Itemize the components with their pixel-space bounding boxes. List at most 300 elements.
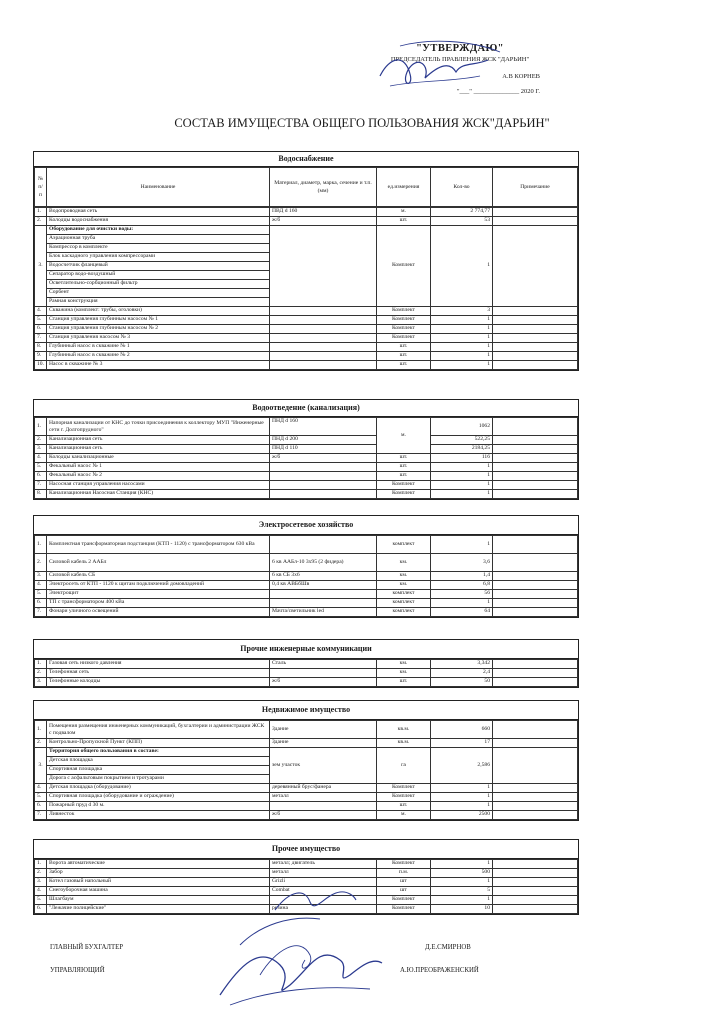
- table-row: [35, 361, 578, 370]
- row-unit: шт.: [377, 678, 431, 687]
- row-material: [270, 490, 377, 499]
- row-unit: м.: [377, 418, 431, 454]
- row-name: "Лежачие полицейские": [47, 905, 270, 914]
- row-unit: шт.: [377, 361, 431, 370]
- row-unit: км.: [377, 669, 431, 678]
- row-name: Помещения размещения инженерных коммуникаций, бухгалтерии и администрации ЖСК с подвалом: [47, 721, 270, 739]
- table-row: [35, 472, 578, 481]
- table-row: [35, 905, 578, 914]
- row-material: Grizli: [270, 878, 377, 887]
- row-qty: 3,342: [431, 660, 493, 669]
- row-unit: Комплект: [377, 481, 431, 490]
- row-name: Насос в скважине № 3: [47, 361, 270, 370]
- row-material: зем участок: [270, 748, 377, 784]
- table-row: [35, 811, 578, 820]
- row-num: 3.: [35, 678, 47, 687]
- row-unit: комплект: [377, 590, 431, 599]
- table-row: [35, 678, 578, 687]
- row-unit: Комплект: [377, 905, 431, 914]
- row-unit: кв.м.: [377, 721, 431, 739]
- row-num: 4.: [35, 784, 47, 793]
- row-note: [493, 581, 578, 590]
- approve-chair: ПРЕДСЕДАТЕЛЬ ПРАВЛЕНИЯ ЖСК "ДАРЬИН": [390, 55, 530, 63]
- row-num: 2.: [35, 217, 47, 226]
- row-unit: шт.: [377, 802, 431, 811]
- table-row: [35, 869, 578, 878]
- row-unit: шт.: [377, 472, 431, 481]
- row-qty: 64: [431, 608, 493, 617]
- row-qty: 1: [431, 793, 493, 802]
- section-realty: [33, 700, 579, 821]
- row-unit: шт.: [377, 352, 431, 361]
- section-title: Прочее имущество: [34, 840, 578, 859]
- table-row: [35, 445, 578, 454]
- water-table: [34, 207, 578, 370]
- row-material: ПНД d 200: [270, 436, 377, 445]
- row-material: [270, 481, 377, 490]
- row-material: [270, 669, 377, 678]
- table-row: [35, 802, 578, 811]
- row-name: Газовая сеть низкого давления: [47, 660, 270, 669]
- row-qty: 1: [431, 226, 493, 307]
- row-note: [493, 905, 578, 914]
- row-note: [493, 463, 578, 472]
- row-num: 6.: [35, 325, 47, 334]
- row-name: Силовой кабель 2 ААБл: [47, 554, 270, 572]
- row-material: Combat: [270, 887, 377, 896]
- row-unit: Комплект: [377, 334, 431, 343]
- row-name: Глубинный насос в скважине № 1: [47, 343, 270, 352]
- row-num: 2.: [35, 739, 47, 748]
- row-material: Сталь: [270, 660, 377, 669]
- row-note: [493, 343, 578, 352]
- table-row: [35, 536, 578, 554]
- table-row: [35, 217, 578, 226]
- table-row: [35, 599, 578, 608]
- row-material: [270, 599, 377, 608]
- row-num: 8.: [35, 343, 47, 352]
- row-unit: м.: [377, 811, 431, 820]
- row-note: [493, 554, 578, 572]
- misc-rows: [35, 860, 578, 914]
- col-material: Материал, диаметр, марка, сечение и т.п. (мм): [270, 168, 377, 207]
- group-item: Осветлительно-сорбционный фильтр: [47, 280, 270, 289]
- row-num: 7.: [35, 334, 47, 343]
- row-note: [493, 811, 578, 820]
- row-material: [270, 352, 377, 361]
- table-row: [35, 481, 578, 490]
- row-name: Станция управления глубинным насосом № 1: [47, 316, 270, 325]
- row-qty: 53: [431, 217, 493, 226]
- row-note: [493, 739, 578, 748]
- row-note: [493, 226, 578, 307]
- row-qty: 1: [431, 860, 493, 869]
- table-row: [35, 721, 578, 739]
- row-note: [493, 208, 578, 217]
- row-material: ж/б: [270, 811, 377, 820]
- table-row: [35, 748, 578, 757]
- table-row: [35, 463, 578, 472]
- group-item: Детская площадка: [47, 757, 270, 766]
- row-num: 6.: [35, 599, 47, 608]
- row-unit: Комплект: [377, 490, 431, 499]
- row-name: Электрощит: [47, 590, 270, 599]
- row-material: металл: [270, 793, 377, 802]
- row-unit: шт.: [377, 343, 431, 352]
- group-item: Водосчетчик фланцевый: [47, 262, 270, 271]
- row-name: ТП с трансформатором 400 кВа: [47, 599, 270, 608]
- row-qty: 500: [431, 869, 493, 878]
- row-material: 6 кв СБ 3х6: [270, 572, 377, 581]
- row-material: 6 кв ААБл-10 3х95 (2 фидера): [270, 554, 377, 572]
- row-qty: 1: [431, 334, 493, 343]
- approval-block: [380, 42, 540, 96]
- table-row: [35, 878, 578, 887]
- row-num: 7.: [35, 608, 47, 617]
- section-sewer: [33, 399, 579, 500]
- row-name: Контрольно-Пропускной Пункт (КПП): [47, 739, 270, 748]
- row-unit: шт.: [377, 463, 431, 472]
- other-engineering-rows: [35, 660, 578, 687]
- row-material: ж/б: [270, 678, 377, 687]
- table-row: [35, 669, 578, 678]
- table-row: [35, 454, 578, 463]
- table-row: [35, 307, 578, 316]
- row-material: ПВД d 160: [270, 208, 377, 217]
- row-num: 4.: [35, 581, 47, 590]
- row-num: 5.: [35, 793, 47, 802]
- table-row: [35, 226, 578, 235]
- row-num: 6.: [35, 472, 47, 481]
- approve-title: "УТВЕРЖДАЮ": [416, 43, 504, 54]
- row-unit: п.м.: [377, 869, 431, 878]
- row-note: [493, 307, 578, 316]
- row-num: 2.: [35, 669, 47, 678]
- row-qty: 1: [431, 325, 493, 334]
- group-heading: Оборудование для очистки воды:: [47, 226, 270, 235]
- row-num: 1.: [35, 418, 47, 436]
- row-note: [493, 445, 578, 454]
- row-qty: 1: [431, 472, 493, 481]
- row-material: [270, 590, 377, 599]
- row-note: [493, 748, 578, 784]
- row-unit: га: [377, 748, 431, 784]
- row-unit: км.: [377, 660, 431, 669]
- row-note: [493, 721, 578, 739]
- group-item: Компрессор в комплекте: [47, 244, 270, 253]
- row-material: ж/б: [270, 454, 377, 463]
- row-name: Канализационная сеть: [47, 445, 270, 454]
- row-note: [493, 869, 578, 878]
- col-note: Примечание: [493, 168, 578, 207]
- accountant-name: Д.Е.СМИРНОВ: [425, 944, 471, 951]
- row-qty: 1: [431, 896, 493, 905]
- approve-date: "___" ______________ 2020 Г.: [456, 87, 540, 95]
- table-row: [35, 436, 578, 445]
- table-row: [35, 896, 578, 905]
- row-name: Снегоуборочная машина: [47, 887, 270, 896]
- row-num: 3.: [35, 572, 47, 581]
- row-note: [493, 490, 578, 499]
- row-qty: 1: [431, 536, 493, 554]
- row-num: 3.: [35, 445, 47, 454]
- row-num: 3.: [35, 748, 47, 784]
- row-note: [493, 878, 578, 887]
- row-num: 7.: [35, 811, 47, 820]
- row-num: 6.: [35, 802, 47, 811]
- row-material: ПНД d 160: [270, 418, 377, 436]
- approve-name: А.В КОРНЕВ: [502, 73, 540, 81]
- row-note: [493, 481, 578, 490]
- row-num: 1.: [35, 721, 47, 739]
- row-material: [270, 343, 377, 352]
- realty-rows-continued: [35, 784, 578, 820]
- group-item: Сорбент: [47, 289, 270, 298]
- group-item: Аэрационная труба: [47, 235, 270, 244]
- electric-table: [34, 535, 578, 617]
- row-qty: 1: [431, 490, 493, 499]
- misc-table: [34, 859, 578, 914]
- row-note: [493, 217, 578, 226]
- section-title: Прочие инженерные коммуникации: [34, 640, 578, 659]
- row-name: Телефонная сеть: [47, 669, 270, 678]
- row-name: Ворота автоматические: [47, 860, 270, 869]
- row-qty: 17: [431, 739, 493, 748]
- table-row: [35, 660, 578, 669]
- row-name: Забор: [47, 869, 270, 878]
- row-num: 4.: [35, 454, 47, 463]
- row-name: Насосная станция управления насосами: [47, 481, 270, 490]
- row-name: Детская площадка (оборудование): [47, 784, 270, 793]
- row-name: Канализационная Насосная Станция (КНС): [47, 490, 270, 499]
- row-qty: 1: [431, 343, 493, 352]
- table-row: [35, 325, 578, 334]
- row-unit: Комплект: [377, 307, 431, 316]
- row-note: [493, 572, 578, 581]
- section-title: Водоснабжение: [34, 152, 578, 167]
- row-unit: км.: [377, 572, 431, 581]
- sewer-table: [34, 417, 578, 499]
- row-unit: Комплект: [377, 226, 431, 307]
- row-qty: 56: [431, 590, 493, 599]
- row-qty: 3: [431, 307, 493, 316]
- table-row: [35, 860, 578, 869]
- row-num: 10.: [35, 361, 47, 370]
- row-material: Здание: [270, 721, 377, 739]
- row-num: 2.: [35, 436, 47, 445]
- row-material: [270, 361, 377, 370]
- row-name: Станция управления насосом № 3: [47, 334, 270, 343]
- row-material: резина: [270, 905, 377, 914]
- row-material: Мачта/светильник led: [270, 608, 377, 617]
- row-name: Комплектная трансформаторная подстанция (КТП - 1120) с трансформатором 630 кВа: [47, 536, 270, 554]
- row-qty: 1,4: [431, 572, 493, 581]
- group-item: Рамная конструкция: [47, 298, 270, 307]
- col-num: № п/п: [35, 168, 47, 207]
- row-note: [493, 599, 578, 608]
- table-row: [35, 581, 578, 590]
- row-num: 2.: [35, 869, 47, 878]
- row-qty: 2,586: [431, 748, 493, 784]
- row-material: металл; двигатель: [270, 860, 377, 869]
- table-row: [35, 334, 578, 343]
- row-num: 3.: [35, 226, 47, 307]
- row-note: [493, 660, 578, 669]
- row-note: [493, 418, 578, 436]
- row-qty: 1: [431, 352, 493, 361]
- group-item: Сепаратор водо-воздушный: [47, 271, 270, 280]
- row-name: Скважина (комплект: трубы, оголовки): [47, 307, 270, 316]
- section-electric: [33, 515, 579, 618]
- row-name: Фонари уличного освещений: [47, 608, 270, 617]
- table-row: [35, 572, 578, 581]
- row-unit: Комплект: [377, 896, 431, 905]
- row-unit: км.: [377, 581, 431, 590]
- row-num: 1.: [35, 860, 47, 869]
- row-num: 4.: [35, 887, 47, 896]
- row-note: [493, 472, 578, 481]
- row-name: Водопроводная сеть: [47, 208, 270, 217]
- row-material: [270, 463, 377, 472]
- row-num: 5.: [35, 896, 47, 905]
- row-unit: м.: [377, 208, 431, 217]
- other-engineering-table: [34, 659, 578, 687]
- row-qty: 1: [431, 481, 493, 490]
- row-name: Электросеть от КТП - 1120 к щитам подключений домовладений: [47, 581, 270, 590]
- row-qty: 522,25: [431, 436, 493, 445]
- section-other-engineering: [33, 639, 579, 688]
- row-note: [493, 590, 578, 599]
- row-unit: кв.м.: [377, 739, 431, 748]
- accountant-role: ГЛАВНЫЙ БУХГАЛТЕР: [50, 944, 124, 951]
- water-rows-continued: [35, 307, 578, 370]
- row-material: [270, 316, 377, 325]
- row-name: Станция управления глубинным насосом № 2: [47, 325, 270, 334]
- row-note: [493, 678, 578, 687]
- row-unit: комплект: [377, 608, 431, 617]
- row-qty: 1: [431, 802, 493, 811]
- row-note: [493, 793, 578, 802]
- realty-table: [34, 720, 578, 820]
- row-name: Напорная канализации от КНС до точки присоединения к коллектору МУП "Инженерные сети г. Долгопрудного": [47, 418, 270, 436]
- row-note: [493, 860, 578, 869]
- row-unit: Комплект: [377, 325, 431, 334]
- row-qty: 1: [431, 599, 493, 608]
- row-unit: Комплект: [377, 316, 431, 325]
- row-name: Колодцы водоснабжения: [47, 217, 270, 226]
- row-material: [270, 226, 377, 307]
- row-material: [270, 802, 377, 811]
- table-row: [35, 352, 578, 361]
- row-name: Пожарный пруд d 30 м.: [47, 802, 270, 811]
- row-num: 6.: [35, 905, 47, 914]
- document-title: СОСТАВ ИМУЩЕСТВА ОБЩЕГО ПОЛЬЗОВАНИЯ ЖСК"ДАРЬИН": [174, 116, 550, 130]
- electric-rows: [35, 536, 578, 617]
- row-qty: 1: [431, 878, 493, 887]
- section-title: Недвижимое имущество: [34, 701, 578, 720]
- row-note: [493, 316, 578, 325]
- row-material: металл: [270, 869, 377, 878]
- table-row: [35, 590, 578, 599]
- group-item: Спортивная площадка: [47, 766, 270, 775]
- table-row: [35, 343, 578, 352]
- group-item: Дорога с асфальтовым покрытием и тротуарами: [47, 775, 270, 784]
- row-material: [270, 307, 377, 316]
- row-material: ж/б: [270, 217, 377, 226]
- row-note: [493, 608, 578, 617]
- section-title: Водоотведение (канализация): [34, 400, 578, 417]
- row-unit: шт.: [377, 217, 431, 226]
- table-row: [35, 316, 578, 325]
- row-qty: 2,4: [431, 669, 493, 678]
- table-row: [35, 208, 578, 217]
- row-note: [493, 896, 578, 905]
- row-note: [493, 669, 578, 678]
- col-qty: Кол-во: [431, 168, 493, 207]
- table-row: [35, 418, 578, 436]
- row-note: [493, 325, 578, 334]
- row-qty: 1: [431, 784, 493, 793]
- row-note: [493, 361, 578, 370]
- row-note: [493, 784, 578, 793]
- row-material: [270, 536, 377, 554]
- row-name: Котел газовый напольный: [47, 878, 270, 887]
- row-qty: 1: [431, 463, 493, 472]
- row-qty: 116: [431, 454, 493, 463]
- row-num: 5.: [35, 316, 47, 325]
- row-qty: 3,6: [431, 554, 493, 572]
- row-name: Ливнесток: [47, 811, 270, 820]
- row-note: [493, 802, 578, 811]
- table-row: [35, 793, 578, 802]
- row-num: 1.: [35, 660, 47, 669]
- row-material: ПНД d 110: [270, 445, 377, 454]
- row-material: [270, 325, 377, 334]
- row-name: Шлагбаум: [47, 896, 270, 905]
- row-num: 5.: [35, 590, 47, 599]
- row-qty: 1: [431, 316, 493, 325]
- table-row: [35, 554, 578, 572]
- row-num: 8.: [35, 490, 47, 499]
- column-header-row: [34, 167, 578, 207]
- row-unit: комплект: [377, 599, 431, 608]
- row-material: Здание: [270, 739, 377, 748]
- row-unit: шт: [377, 878, 431, 887]
- row-name: Колодцы канализационные: [47, 454, 270, 463]
- row-name: Телефонные колодцы: [47, 678, 270, 687]
- section-title: Электросетевое хозяйство: [34, 516, 578, 535]
- row-qty: 660: [431, 721, 493, 739]
- row-note: [493, 436, 578, 445]
- row-note: [493, 454, 578, 463]
- row-num: 5.: [35, 463, 47, 472]
- manager-signature: [200, 905, 390, 1015]
- row-num: 7.: [35, 481, 47, 490]
- row-material: 0,4 кв АВБбШв: [270, 581, 377, 590]
- row-material: [270, 472, 377, 481]
- row-material: [270, 896, 377, 905]
- row-qty: 2 774,77: [431, 208, 493, 217]
- row-unit: Комплект: [377, 793, 431, 802]
- row-note: [493, 536, 578, 554]
- row-num: 1.: [35, 536, 47, 554]
- row-qty: 2500: [431, 811, 493, 820]
- row-qty: 6,8: [431, 581, 493, 590]
- row-note: [493, 334, 578, 343]
- table-row: [35, 887, 578, 896]
- section-water: [33, 151, 579, 371]
- table-row: [35, 490, 578, 499]
